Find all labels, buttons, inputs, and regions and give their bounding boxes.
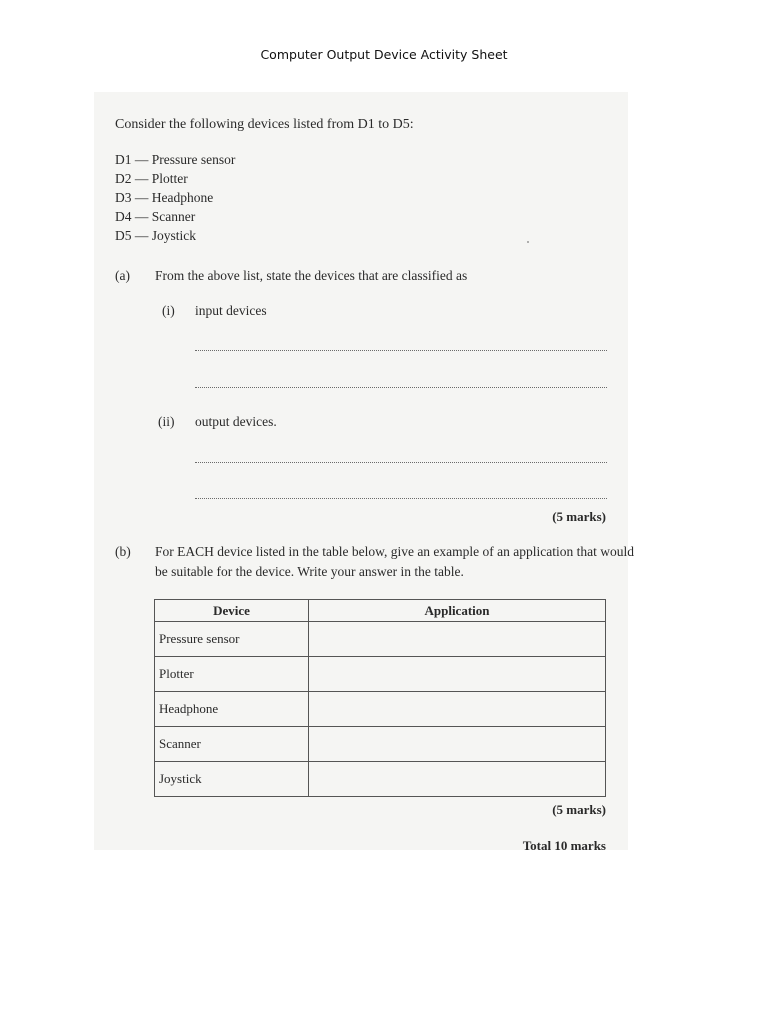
page-title: Computer Output Device Activity Sheet <box>260 47 508 62</box>
part-a-ii-label: (ii) <box>158 414 175 429</box>
answer-line[interactable] <box>195 350 607 351</box>
part-b-marks: (5 marks) <box>552 802 606 817</box>
device-cell: Scanner <box>155 727 309 762</box>
device-cell: Plotter <box>155 657 309 692</box>
table-header-row <box>155 600 606 622</box>
application-cell[interactable] <box>309 657 606 692</box>
header-application: Application <box>309 600 606 622</box>
table-row <box>155 762 606 797</box>
table-row <box>155 622 606 657</box>
table-row <box>155 727 606 762</box>
device-application-table <box>154 599 606 797</box>
device-item: D1 — Pressure sensor <box>115 152 236 167</box>
device-item: D5 — Joystick <box>115 228 196 243</box>
part-b-label: (b) <box>115 544 131 559</box>
intro-text: Consider the following devices listed from D1 to D5: <box>115 117 414 132</box>
total-marks: Total 10 marks <box>522 838 606 853</box>
device-cell: Joystick <box>155 762 309 797</box>
part-a-label: (a) <box>115 268 130 283</box>
application-cell[interactable] <box>309 692 606 727</box>
header-device: Device <box>155 600 309 622</box>
application-cell[interactable] <box>309 622 606 657</box>
scan-speck <box>527 241 529 243</box>
device-cell: Headphone <box>155 692 309 727</box>
part-a-i-text: input devices <box>195 303 267 318</box>
table-row <box>155 657 606 692</box>
answer-line[interactable] <box>195 498 607 499</box>
part-a-i-label: (i) <box>162 303 175 318</box>
device-item: D4 — Scanner <box>115 209 196 224</box>
part-b-question-line2: be suitable for the device. Write your answer in the table. <box>155 564 464 579</box>
device-item: D2 — Plotter <box>115 171 188 186</box>
device-item: D3 — Headphone <box>115 190 214 205</box>
part-b-question-line1: For EACH device listed in the table below, give an example of an application that would <box>155 544 634 559</box>
application-cell[interactable] <box>309 727 606 762</box>
part-a-marks: (5 marks) <box>552 509 606 524</box>
part-a-question: From the above list, state the devices that are classified as <box>155 268 468 283</box>
part-a-ii-text: output devices. <box>195 414 277 429</box>
answer-line[interactable] <box>195 387 607 388</box>
device-cell: Pressure sensor <box>155 622 309 657</box>
answer-line[interactable] <box>195 462 607 463</box>
table-row <box>155 692 606 727</box>
application-cell[interactable] <box>309 762 606 797</box>
